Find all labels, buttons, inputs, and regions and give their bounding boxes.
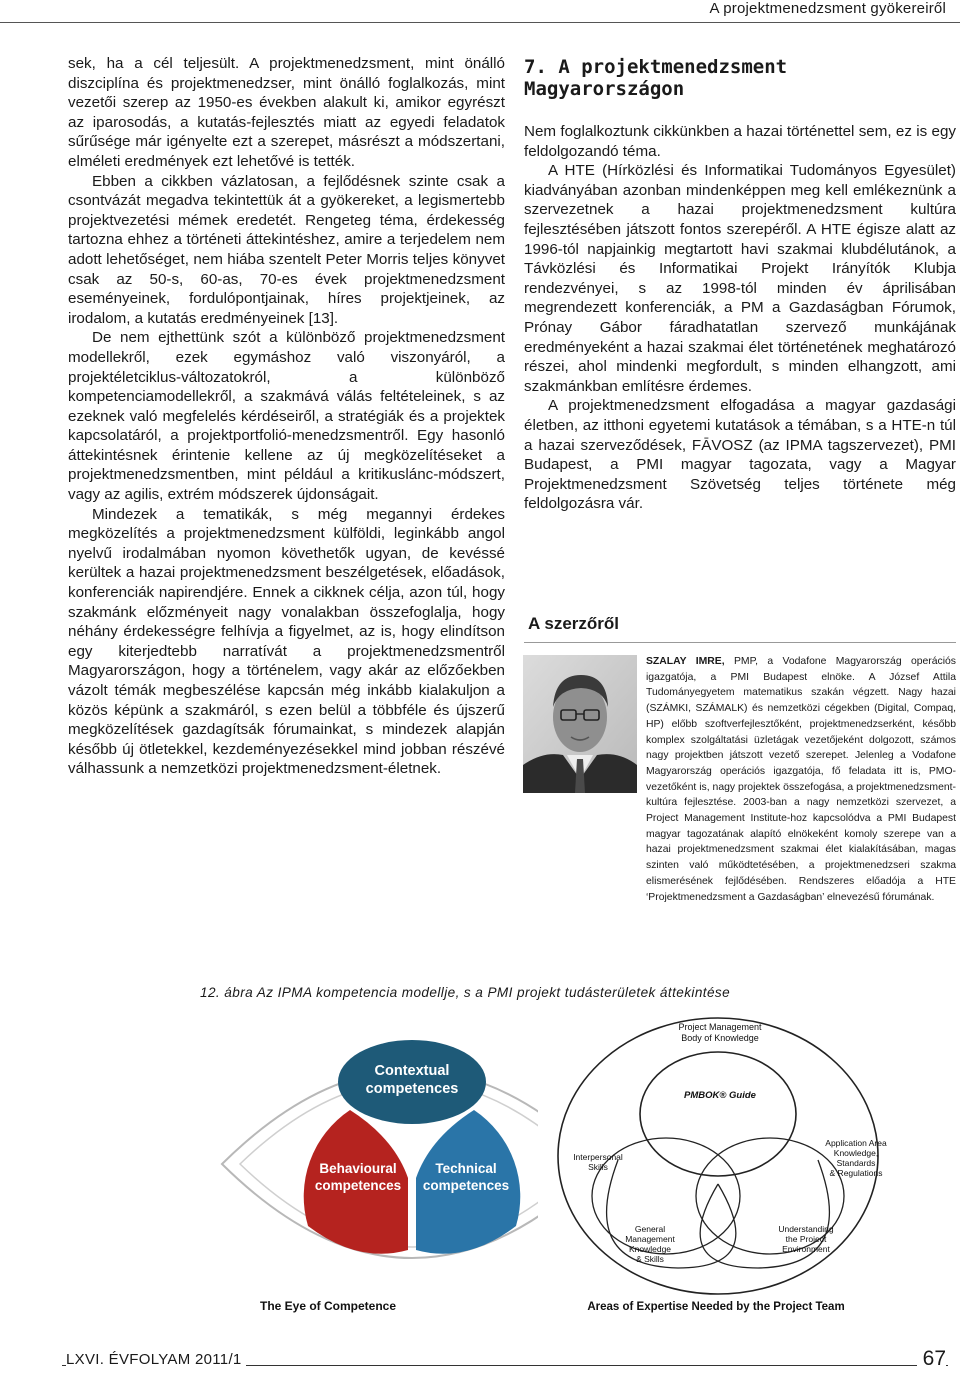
general-mgmt-label: General (634, 1224, 666, 1234)
footer-volume: LXVI. ÉVFOLYAM 2011/1 (66, 1351, 246, 1368)
paragraph: A projektmenedzsment elfogadása a magyar gazdasági életben, az itthoni egyetemi kutatások a témában, s a HTE-n túl a hazai szerveződések, FĀVOSZ (az IPMA tagszervezet), PMI Budapest, a PMI magyar tagozata, vagy a Magyar Projektmenedzsment Szövetség teljes története még feldolgozásra vár. (524, 397, 956, 513)
right-column (524, 122, 956, 514)
technical-label-2: competences (422, 1178, 510, 1193)
understanding-label: Understanding (778, 1224, 834, 1234)
left-column (68, 54, 505, 779)
author-divider (524, 642, 956, 643)
author-bio (646, 654, 956, 905)
contextual-label: Contextual (374, 1063, 450, 1079)
contextual-label-2: competences (365, 1081, 459, 1097)
application-label-3: Standards (836, 1158, 876, 1168)
section-title: 7. A projektmenedzsment Magyarországon (524, 56, 788, 100)
author-bio-text: PMP, a Vodafone Magyarország operációs igazgatója, a PMI Budapest elnöke. A József Attila Tudományegyetem matematikus szakán végzett. Nagy hazai (SZÁMKI, SZÁMALK) és nemzetközi cégekben (Digital, Compaq, HP) előbb szoftverfejlesztőként, projektmenedzserként, később komplex szolgáltatási üzletágak vezetőjeként dolgozott, számos nagy projektben játszott vezető szerepet. Jelenleg a Vodafone Magyarország operációs igazgatója, fő feladata itt is, PMO-vezetőként is, nagy projektek összefogása, a projektmenedzsment-kultúra fejlesztése. 2003-ban a nagy nemzetközi szervezet, a Project Management Institute-hoz kapcsolódva a PMI Budapest magyar tagozatának alapító elnökeként komoly szerepe van a hazai projektmenedzsment szakmai élet kialakításában, magas szinten való működtetésében, a projektmenedzseri szakma elismerésének fejlődésében. Rendszeres előadója a HTE ‘Projektmenedzsment a Gazdaságban’ elnevezésű fórumának. (646, 656, 956, 903)
interpersonal-label-2: Skills (588, 1162, 608, 1172)
header-rule (0, 22, 960, 23)
application-label: Application Area (825, 1138, 887, 1148)
behavioural-label-2: competences (314, 1178, 402, 1193)
paragraph: Mindezek a tematikák, s még megannyi érdekes megközelítés a projektmenedzsment külföldi, leginkább angol nyelvű irodalmában nyomon követhetők ugyan, de kevéssé kerültek a hazai projektmenedzsment beszélgetések, előadások, konferenciák napirendjére. Ennek a cikknek célja, azon túl, hogy szakmánk előzményeit nagy vonalakban összefoglalja, hogy néhány érdekességre felhívja a figyelmet, az is, hogy elindítson egy kiterjedtebb narratívát a projektmenedzsmentről Magyarországon, hogy a történelem, vagy akár az előzőekben vázolt témák megbeszélése kapcsán még inkább kialakuljon a közös képünk a szakmáról, s ezen belül a többféle és újszerű megközelítések gazdagítsák fórumainkat, s mindezek alapján később új ötletekkel, kezdeményezésekkel mind jobban részévé válhassunk a nemzetközi projektmenedzsment-életnek. (68, 505, 505, 778)
pmi-expertise-diagram (538, 1006, 908, 1318)
figure-caption: 12. ábra Az IPMA kompetencia modellje, s a PMI projekt tudásterületek áttekintése (200, 985, 731, 1000)
pmbok-guide-circle (640, 1052, 796, 1176)
understanding-label-2: the Project (785, 1234, 827, 1244)
paragraph: A HTE (Hírközlési és Informatikai Tudományos Egyesület) kiadványában azonban mindenképpen meg kell emlékeznünk a szervezetnek a hazai projektmenedzsment kultúra fejlesztésében játszott fontos szerepéről. A HTE égisze alatt az 1996-tól napjainkig megtartott havi szakmai klubdélutánok, a Távközlési és Informatikai Projekt Irányítók Klubja rendezvényei, s az 1998-tól minden év áprilisában megrendezett konferenciák, a PM a Gazdaságban Fórumok, Prónay Gábor fáradhatatlan szervező munkájának eredményeként a hazai szakmai élet történetének meghatározó részei, ahol mindenki megfordult, s minden elhangzott, ami szakmánkban említésre érdemes. (524, 162, 956, 395)
venn-caption: Areas of Expertise Needed by the Project Team (587, 1301, 845, 1313)
behavioural-label: Behavioural (319, 1161, 397, 1176)
application-label-4: & Regulations (829, 1168, 883, 1178)
technical-label: Technical (435, 1161, 497, 1176)
pmbok-outer-label: Project Management (678, 1022, 762, 1032)
general-mgmt-label-4: & Skills (636, 1254, 664, 1264)
paragraph: sek, ha a cél teljesült. A projektmenedzsment, mint önálló diszciplína és projektmenedzser, mint önálló foglalkozás, mint vezetői szerep az 1950-es években alakult ki, amikor egyrészt az iparosodás, a kutatás-fejlesztés miatt az egyedi feladatok sűrűsége már igényelte ezt a szerepet, másrészt a módszertani, elméleti eredmények ezt lehetővé is tették. (68, 55, 505, 170)
interpersonal-label: Interpersonal (573, 1152, 623, 1162)
pmbok-guide-label: PMBOK® Guide (684, 1090, 756, 1101)
author-name: SZALAY IMRE, (646, 656, 725, 667)
running-head: A projektmenedzsment gyökereiről (709, 0, 946, 17)
author-photo (523, 655, 637, 793)
page-number: 67 (917, 1347, 946, 1371)
pmbok-outer-label-2: Body of Knowledge (681, 1033, 759, 1043)
general-mgmt-label-2: Management (625, 1234, 675, 1244)
paragraph: Nem foglalkoztunk cikkünkben a hazai történettel sem, ez is egy feldolgozandó téma. (524, 123, 956, 160)
eye-caption: The Eye of Competence (260, 1299, 397, 1313)
understanding-label-3: Environment (782, 1244, 830, 1254)
author-heading: A szerzőről (528, 614, 620, 633)
application-label-2: Knowledge, (833, 1148, 879, 1158)
paragraph: Ebben a cikkben vázlatosan, a fejlődésnek szinte csak a csontvázát megadva tekintettük át a gyökereket, a legismertebb projektvezetési mémek eredetét. Rengeteg téma, érdekesség tartozna ehhez a történeti áttekintéshez, amire a terjedelem nem adott lehetőséget, nem hiába szentelt Peter Morris teljes könyvet csak az 50-s, 60-as, 70-es évek projektmenedzsment eseményeinek, fordulópontjainak, híres projektjeinek, az irodalom, a kutatás eredményeinek [13]. (68, 172, 505, 327)
paragraph: De nem ejthettünk szót a különböző projektmenedzsment modellekről, ezek egymáshoz való viszonyáról, a projektéletciklus-változatokról, a különböző kompetenciamodellekről, a szakmává válás feltételeinek, s az ezeknek való megfelelés kérdéseiről, a stratégiák és a projektek kapcsolatáról, a projektportfolió-menedzsmentről. Egy hasonló áttekintésnek érintenie kellene az új megközelítéseket a projektmenedzsmentben, mint például a kritikuslánc-módszert, vagy az agilis, extrém módszerek újdonságait. (68, 329, 505, 504)
general-mgmt-label-3: Knowledge (628, 1244, 672, 1254)
